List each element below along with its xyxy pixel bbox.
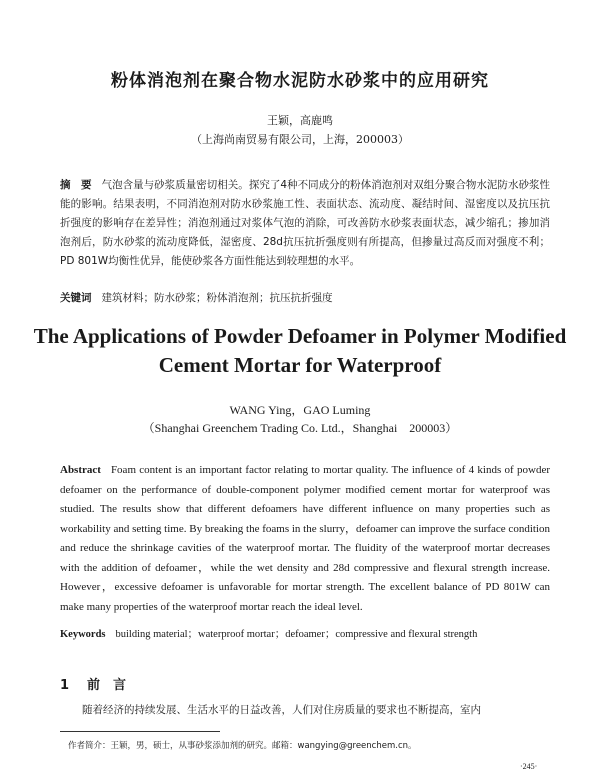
english-keywords-text: building material；waterproof mortar；defoamer；compressive and flexural strength xyxy=(115,629,478,640)
chinese-abstract-label: 摘 要 xyxy=(60,179,92,191)
chinese-keywords-label: 关键词 xyxy=(60,292,92,304)
english-keywords-label: Keywords xyxy=(60,629,106,640)
chinese-abstract-text: 气泡含量与砂浆质量密切相关。探究了4种不同成分的粉体消泡剂对双组分聚合物水泥防水砂浆性能的影响。结果表明，不同消泡剂对防水砂浆施工性、表面状态、流动度、凝结时间、湿密度以及抗压抗折强度的影响存在差异性；消泡剂通过对浆体气泡的消除，可改善防水砂浆表面状态，减少缩孔；掺加消泡剂后，防水砂浆的流动度降低，湿密度、28d抗压抗折强度则有所提高，但掺量过高反而对强度不利；PD 801W均衡性优异，能使砂浆各方面性能达到较理想的水平。 xyxy=(60,179,550,267)
author-footnote: 作者简介：王颖，男，硕士，从事砂浆添加剂的研究。邮箱：wangying@greenchem.cn。 xyxy=(68,741,417,751)
chinese-abstract xyxy=(60,176,550,271)
chinese-keywords xyxy=(60,290,550,305)
chinese-authors: 王颖，高鹿鸣 xyxy=(267,114,333,127)
chinese-affiliation: （上海尚南贸易有限公司，上海，200003） xyxy=(191,133,409,146)
page-number: ·245· xyxy=(520,762,538,771)
english-affiliation: （Shanghai Greenchem Trading Co. Ltd.，Shanghai 200003） xyxy=(142,421,458,435)
english-authors: WANG Ying，GAO Luming xyxy=(229,403,371,417)
section-title: 前 言 xyxy=(87,678,127,693)
english-abstract-text: Foam content is an important factor relating to mortar quality. The influence of 4 kinds of powder defoamer on the performance of double-component polymer modified cement mortar for waterproof was studied. The results show that different defoamers have different influence on many properties such as workability and setting time. By breaking the foams in the slurry，defoamer can improve the surface condition and reduce the shrinkage cavities of the waterproof mortar. The fluidity of the waterproof mortar decreases with the addition of defoamer，while the wet density and 28d compressive and flexural strength increase. However，excessive defoamer is unfavorable for mortar strength. The excellent balance of PD 801W can make many properties of the waterproof mortar reach the ideal level. xyxy=(60,464,550,613)
english-title: The Applications of Powder Defoamer in Polymer Modified Cement Mortar for Waterproof xyxy=(33,324,567,377)
chinese-keywords-text: 建筑材料；防水砂浆；粉体消泡剂；抗压抗折强度 xyxy=(101,292,333,304)
footnote-divider xyxy=(60,731,220,732)
section-heading xyxy=(60,674,126,693)
english-abstract-label: Abstract xyxy=(60,464,101,476)
intro-paragraph: 随着经济的持续发展、生活水平的日益改善，人们对住房质量的要求也不断提高，室内 xyxy=(82,704,481,716)
section-number: 1 xyxy=(60,678,70,693)
english-keywords xyxy=(60,626,550,641)
chinese-title: 粉体消泡剂在聚合物水泥防水砂浆中的应用研究 xyxy=(111,71,489,91)
english-abstract xyxy=(60,461,550,617)
